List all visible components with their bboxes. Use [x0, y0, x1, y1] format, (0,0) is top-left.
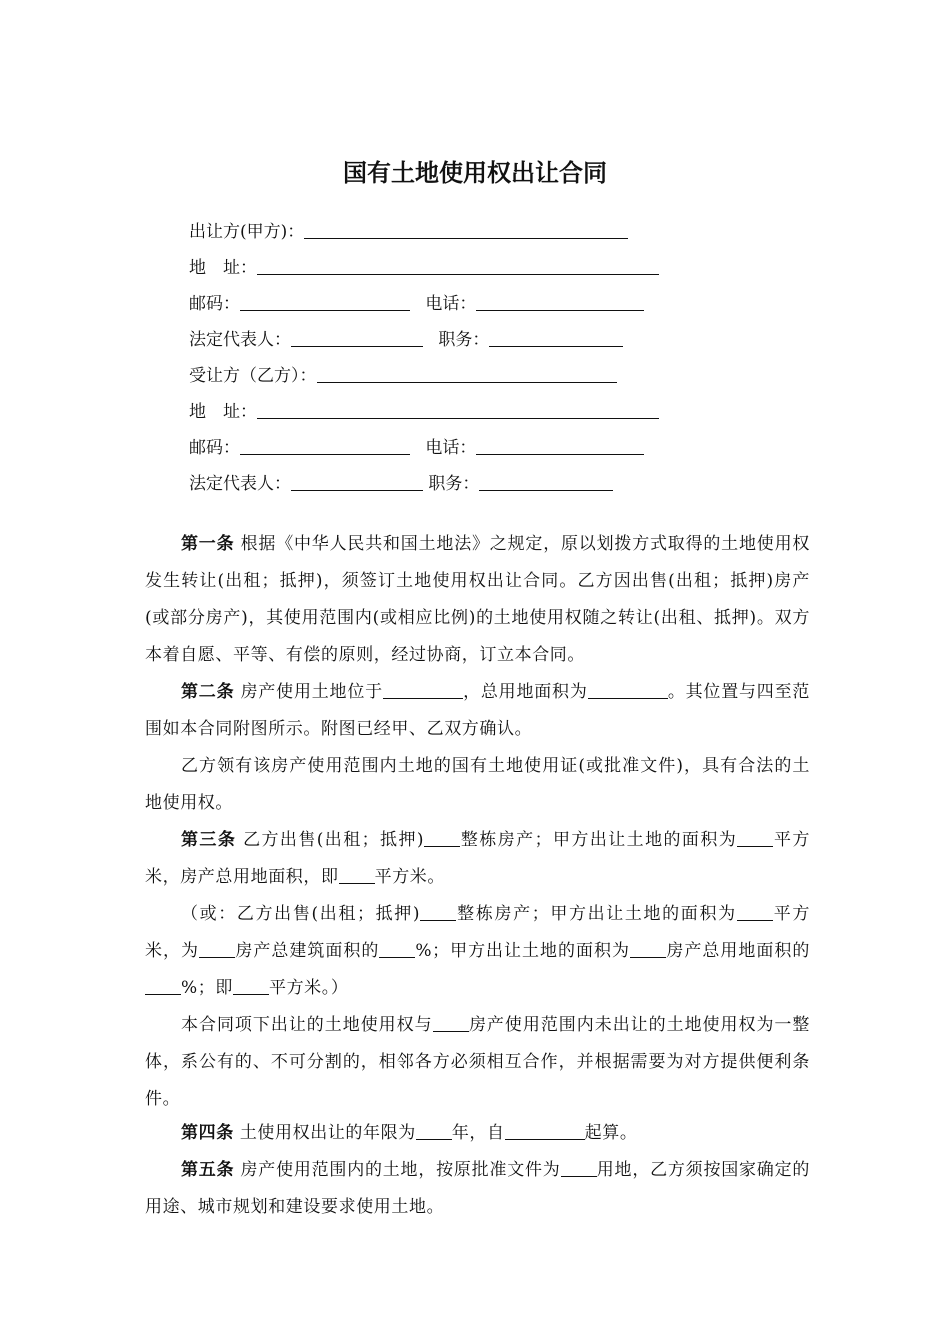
grantee-phone-blank[interactable]	[476, 436, 644, 455]
a3-p3-text-1: 本合同项下出让的土地使用权与	[181, 1015, 433, 1035]
grantee-contact-line	[189, 435, 644, 461]
alt-text-1: （或：乙方出售(出租；抵押)	[181, 904, 421, 924]
grantor-rep-blank[interactable]	[291, 328, 423, 347]
alt-text-4: 房产总建筑面积的	[234, 941, 380, 961]
a3-p3-text-2: 房产使用范围内未出让的土地使用权为一整体，系公有的、不可分割的，相邻各方必须相互合作，并根据需要为对方提供便利条件。	[145, 1015, 810, 1109]
grantee-rep-label: 法定代表人：	[189, 474, 291, 494]
grantee-rep-blank[interactable]	[291, 472, 423, 491]
document-title: 国有土地使用权出让合同	[343, 159, 607, 187]
article-3-text-1: 乙方出售(出租；抵押)	[243, 830, 425, 850]
alt-blank-3[interactable]	[199, 939, 235, 958]
article-5	[145, 1152, 810, 1226]
grantee-duty-blank[interactable]	[479, 472, 613, 491]
grantee-label: 受让方（乙方）：	[189, 366, 317, 386]
alt-text-2: 整栋房产；甲方出让土地的面积为	[456, 904, 737, 924]
total-area-blank[interactable]	[588, 680, 668, 699]
grantee-blank[interactable]	[317, 364, 617, 383]
article-4-text-1: 土使用权出让的年限为	[239, 1123, 416, 1143]
article-1-label: 第一条	[181, 534, 235, 554]
article-4-text-2: 年，自	[451, 1123, 505, 1143]
grantor-label: 出让方(甲方)：	[189, 222, 305, 242]
alt-text-3: 平方米，为	[145, 904, 811, 961]
article-2-text-2: ，总用地面积为	[462, 682, 588, 702]
grantee-address-line	[189, 399, 659, 425]
article-3	[145, 822, 810, 896]
article-4-text-3: 起算。	[584, 1123, 638, 1143]
article-3-label: 第三条	[181, 830, 237, 850]
article-1-text: 根据《中华人民共和国土地法》之规定，原以划拨方式取得的土地使用权发生转让(出租；抵押)，须签订土地使用权出让合同。乙方因出售(出租；抵押)房产(或部分房产)，其使用范围内(或相应比例)的土地使用权随之转让(出租、抵押)。双方本着自愿、平等、有偿的原则，经过协商，订立本合同。	[145, 534, 810, 665]
article-1	[145, 526, 810, 674]
alt-blank-7[interactable]	[233, 976, 269, 995]
article-3-paragraph-3	[145, 1007, 810, 1118]
article-2-text-3: 。其位置与四至范围如本合同附图所示。附图已经甲、乙双方确认。	[145, 682, 810, 739]
location-blank[interactable]	[383, 680, 463, 699]
article-2-text-1: 房产使用土地位于	[240, 682, 383, 702]
alt-text-5: %；甲方出让土地的面积为	[415, 941, 631, 961]
article-2-p2-text: 乙方领有该房产使用范围内土地的国有土地使用证(或批准文件)，具有合法的土地使用权。	[145, 756, 810, 813]
grantee-duty-label: 职务：	[428, 474, 480, 494]
grantor-address-label: 地 址：	[189, 258, 257, 278]
article-5-text-2: 用地，乙方须按国家确定的用途、城市规划和建设要求使用土地。	[145, 1160, 810, 1217]
a3-p3-blank[interactable]	[433, 1013, 469, 1032]
grantor-blank[interactable]	[304, 220, 628, 239]
years-blank[interactable]	[416, 1121, 452, 1140]
land-use-blank[interactable]	[561, 1158, 597, 1177]
article-2	[145, 674, 810, 748]
alt-text-8: 平方米。）	[268, 978, 349, 998]
grantor-contact-line	[189, 291, 644, 317]
article-5-label: 第五条	[181, 1160, 235, 1180]
alt-blank-2[interactable]	[737, 902, 773, 921]
article-4	[145, 1115, 810, 1152]
alt-blank-6[interactable]	[145, 976, 181, 995]
alt-blank-5[interactable]	[630, 939, 666, 958]
grantee-rep-line	[189, 471, 613, 497]
alt-blank-4[interactable]	[379, 939, 415, 958]
grantor-postcode-blank[interactable]	[240, 292, 410, 311]
article-2-label: 第二条	[181, 682, 235, 702]
alt-text-6: 房产总用地面积的	[666, 941, 810, 961]
article-3-alternative	[145, 896, 810, 1007]
grantee-address-blank[interactable]	[257, 400, 659, 419]
start-date-blank[interactable]	[505, 1121, 585, 1140]
article-5-text-1: 房产使用范围内的土地，按原批准文件为	[240, 1160, 561, 1180]
article-4-label: 第四条	[181, 1123, 234, 1143]
grantor-rep-line	[189, 327, 623, 353]
article-3-text-3: 平方米，房产总用地面积，即	[145, 830, 810, 887]
grantee-address-label: 地 址：	[189, 402, 257, 422]
grantor-address-blank[interactable]	[257, 256, 659, 275]
alt-text-7: %；即	[181, 978, 233, 998]
alt-blank-1[interactable]	[420, 902, 456, 921]
grantor-duty-label: 职务：	[438, 330, 490, 350]
grantee-line	[189, 363, 617, 389]
grantee-postcode-blank[interactable]	[240, 436, 410, 455]
grantee-phone-label: 电话：	[425, 438, 477, 458]
a3-blank-1[interactable]	[424, 828, 460, 847]
grantee-postcode-label: 邮码：	[189, 438, 240, 458]
grantor-address-line	[189, 255, 659, 281]
grantor-phone-blank[interactable]	[476, 292, 644, 311]
a3-blank-2[interactable]	[737, 828, 773, 847]
a3-blank-3[interactable]	[339, 865, 375, 884]
grantor-line	[189, 219, 628, 245]
grantor-phone-label: 电话：	[425, 294, 477, 314]
grantor-postcode-label: 邮码：	[189, 294, 240, 314]
article-3-text-2: 整栋房产；甲方出让土地的面积为	[460, 830, 738, 850]
grantor-rep-label: 法定代表人：	[189, 330, 291, 350]
grantor-duty-blank[interactable]	[489, 328, 623, 347]
article-2-paragraph-2	[145, 748, 810, 822]
article-3-text-4: 平方米。	[374, 867, 446, 887]
